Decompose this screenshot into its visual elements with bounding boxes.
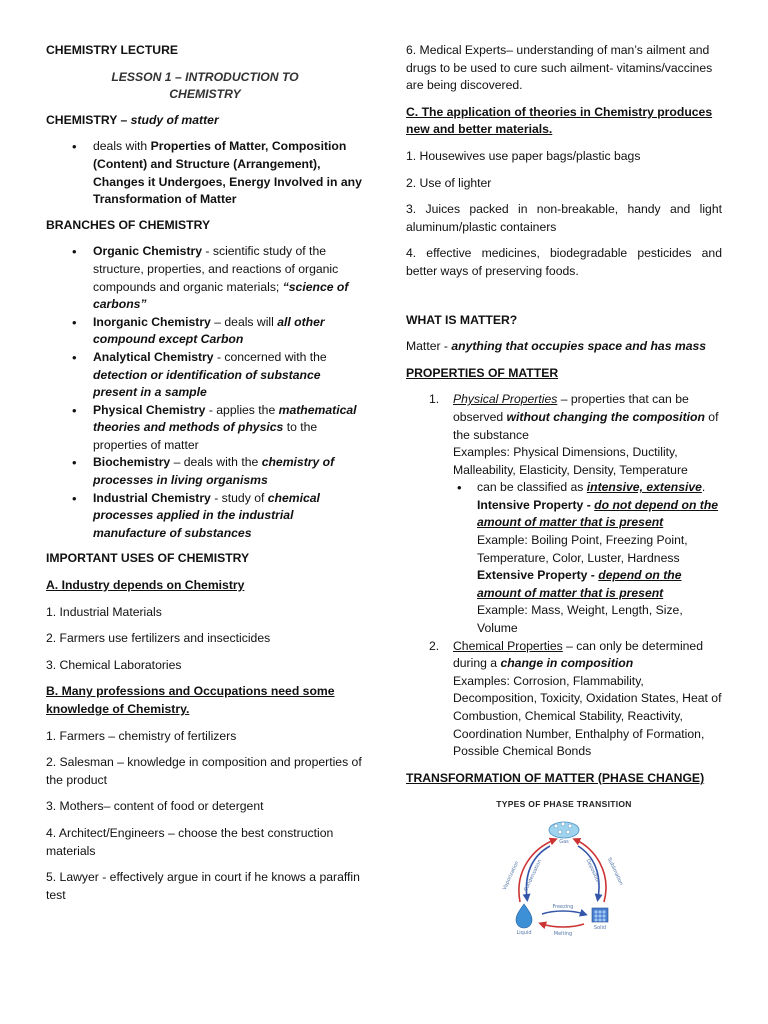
branch-text: - applies the [205, 402, 279, 417]
section-b-item: 3. Mothers– content of food or detergent [46, 799, 264, 814]
matter-heading: WHAT IS MATTER? [406, 312, 518, 327]
section-a-heading: A. Industry depends on Chemistry [46, 578, 245, 593]
deals-list [46, 138, 364, 208]
branch-text: – deals with the [170, 455, 262, 470]
extensive-example: Example: Mass, Weight, Length, Size, Volume [477, 603, 683, 636]
physical-text2: of the substance [453, 409, 719, 442]
transformation-heading: TRANSFORMATION OF MATTER (PHASE CHANGE) [406, 770, 705, 785]
condensation-arrow [526, 846, 550, 898]
section-c-heading: C. The application of theories in Chemistry produces new and better materials. [406, 104, 713, 137]
deposition-label: Deposition [584, 858, 602, 886]
branch-emph: chemical processes applied in the industrial manufacture of substances [93, 490, 320, 540]
branch-name: Biochemistry [93, 455, 171, 470]
chemical-examples: Examples: Corrosion, Flammability, Decomposition, Toxicity, Oxidation States, Heat of Combustion, Chemical Stability, Reactivity, Coordination Number, Enthalphy of Formation, Possible Chemical Bonds [453, 673, 722, 759]
properties-list [406, 391, 722, 760]
freezing-arrow [542, 911, 584, 914]
lecture-heading: CHEMISTRY LECTURE [46, 43, 179, 57]
matter-definition [406, 338, 722, 356]
branch-biochemistry [93, 454, 364, 489]
branch-physical [93, 402, 364, 455]
lesson-title-line1: LESSON 1 – INTRODUCTION TO [111, 69, 299, 84]
item-number: 1. [429, 392, 440, 407]
condensation-label: Condensation [523, 859, 544, 893]
physical-properties-name: Physical Properties [453, 392, 558, 407]
liquid-label: Liquid [516, 930, 532, 937]
branch-analytical [93, 349, 364, 402]
classified-emph: intensive, extensive [586, 480, 702, 495]
branch-text: - scientific study of the structure, properties, and reactions of organic compounds and organic materials; [93, 244, 339, 294]
melting-label: Melting [553, 931, 573, 937]
branch-name: Industrial Chemistry [93, 490, 211, 505]
right-column [406, 42, 722, 936]
section-c-item: 4. effective medicines, biodegradable pesticides and better ways of preserving foods. [406, 246, 722, 278]
section-b-item: 5. Lawyer - effectively argue in court if he knows a paraffin test [46, 870, 360, 902]
branch-inorganic [93, 314, 364, 349]
section-c-item: 1. Housewives use paper bags/plastic bags [406, 148, 641, 163]
branch-text: – deals will [210, 314, 278, 329]
vaporization-label: Vaporization [501, 860, 521, 892]
uses-heading: IMPORTANT USES OF CHEMISTRY [46, 551, 250, 566]
branch-emph: mathematical theories and methods of physics [93, 402, 357, 435]
branch-name: Analytical Chemistry [93, 349, 214, 364]
section-a-item: 3. Chemical Laboratories [46, 657, 182, 672]
matter-prefix: Matter - [406, 339, 452, 354]
melting-arrow [542, 924, 584, 927]
branch-emph: “science of carbons” [93, 279, 349, 312]
section-c-item: 2. Use of lighter [406, 175, 492, 190]
classification-item [477, 479, 722, 637]
deals-item [93, 138, 364, 208]
gas-label: Gas [559, 839, 569, 846]
matter-def: anything that occupies space and has mass [451, 339, 707, 354]
branch-text: - concerned with the [213, 349, 327, 364]
intensive-label: Intensive Property - [477, 497, 595, 512]
freezing-label: Freezing [552, 904, 574, 911]
phase-diagram [484, 810, 644, 936]
section-c-item: 3. Juices packed in non-breakable, handy and light aluminum/plastic containers [406, 202, 722, 234]
section-b-heading: B. Many professions and Occupations need some knowledge of Chemistry. [46, 684, 335, 716]
left-column [46, 42, 364, 913]
chemistry-meaning: study of matter [130, 112, 219, 127]
chemical-emph: change in composition [500, 656, 634, 671]
intensive-emph: do not depend on the amount of matter that is present [477, 497, 719, 530]
branches-list [46, 243, 364, 542]
item-number: 2. [429, 638, 440, 653]
section-a-item: 1. Industrial Materials [46, 604, 162, 619]
solid-cube-icon [592, 908, 608, 922]
physical-properties-item [429, 391, 722, 637]
deals-prefix: deals with [93, 139, 151, 154]
chemical-properties-name: Chemical Properties [453, 638, 563, 653]
branch-name: Inorganic Chemistry [93, 314, 211, 329]
properties-heading: PROPERTIES OF MATTER [406, 365, 559, 380]
phase-transition-figure [484, 796, 644, 936]
branch-text: - study of [210, 490, 268, 505]
physical-examples: Examples: Physical Dimensions, Ductility, Malleability, Elasticity, Density, Temperature [453, 445, 688, 477]
branches-heading: BRANCHES OF CHEMISTRY [46, 217, 211, 232]
branch-organic [93, 243, 364, 313]
physical-text: – properties that can be observed [453, 392, 689, 424]
classified-prefix: can be classified as [477, 480, 587, 495]
section-a-item: 2. Farmers use fertilizers and insecticides [46, 631, 271, 646]
section-b-item: 2. Salesman – knowledge in composition and properties of the product [46, 755, 362, 787]
extensive-emph: depend on the amount of matter that is present [477, 568, 682, 600]
intensive-example: Example: Boiling Point, Freezing Point, Temperature, Color, Luster, Hardness [477, 533, 688, 565]
classified-end: . [701, 480, 706, 495]
branch-emph: chemistry of processes in living organisms [93, 455, 335, 488]
lesson-title [46, 69, 364, 104]
figure-title: TYPES OF PHASE TRANSITION [496, 799, 632, 810]
extensive-label: Extensive Property - [477, 568, 599, 583]
branch-tail: to the properties of matter [93, 420, 318, 452]
gas-cloud-icon [549, 822, 579, 838]
deals-bold: Properties of Matter, Composition (Content) and Structure (Arrangement), Changes it Undergoes, Energy Involved in any Transformation of Matter [93, 139, 362, 207]
branch-emph: all other compound except Carbon [93, 314, 325, 347]
physical-emph: without changing the composition [506, 409, 705, 424]
branch-emph: detection or identification of substance present in a sample [93, 367, 321, 400]
branch-name: Physical Chemistry [93, 402, 206, 417]
lesson-title-line2: CHEMISTRY [169, 87, 241, 102]
section-b-item: 1. Farmers – chemistry of fertilizers [46, 728, 237, 743]
sublimation-label: Sublimation [605, 857, 624, 887]
branch-name: Organic Chemistry [93, 244, 203, 259]
chemistry-term: CHEMISTRY – [46, 112, 131, 127]
section-b-item-6: 6. Medical Experts– understanding of man’s ailment and drugs to be used to cure such ailment- vitamins/vaccines are being discovered. [406, 43, 713, 93]
chemical-text: – can only be determined during a [453, 638, 703, 671]
solid-label: Solid [593, 925, 607, 932]
chemical-properties-item [429, 638, 722, 761]
classification-list [453, 479, 722, 637]
chemistry-definition [46, 112, 364, 130]
section-b-item: 4. Architect/Engineers – choose the best construction materials [46, 825, 334, 858]
branch-industrial [93, 490, 364, 543]
liquid-drop-icon [516, 904, 532, 928]
